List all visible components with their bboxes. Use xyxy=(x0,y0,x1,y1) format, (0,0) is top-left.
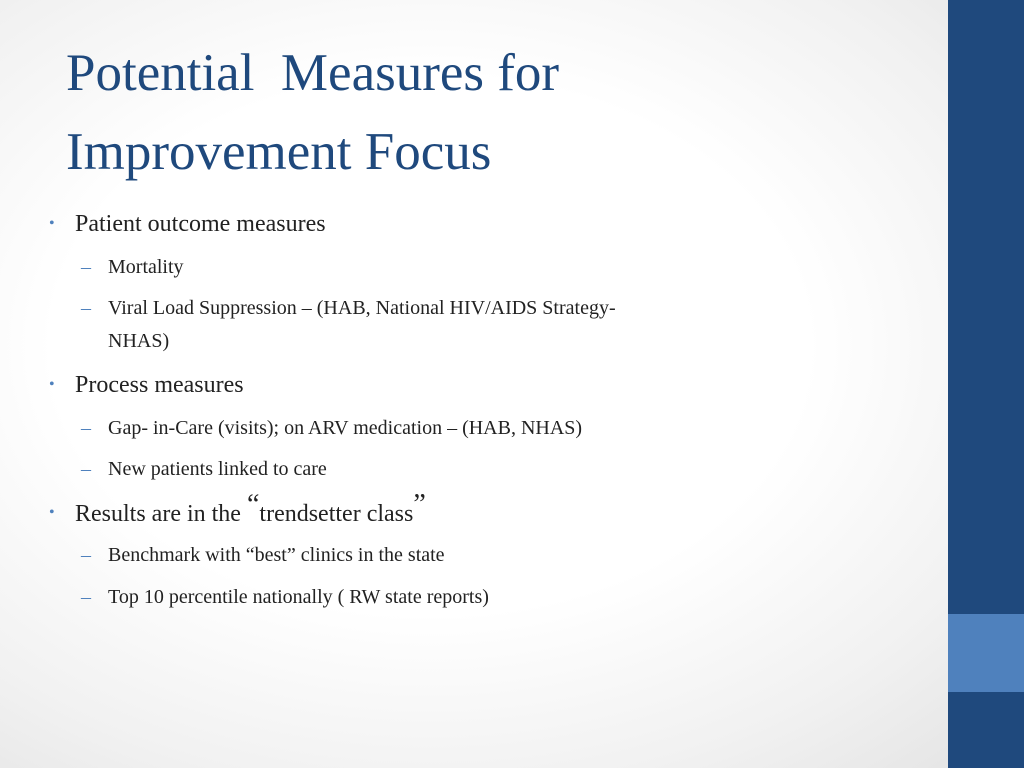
dash-icon: – xyxy=(81,256,91,278)
quoted-text: trendsetter class xyxy=(259,501,414,527)
sub-item-gap-in-care xyxy=(81,411,583,445)
sub-item-benchmark xyxy=(81,538,445,572)
dash-icon: – xyxy=(81,458,91,480)
sub-item-new-patients xyxy=(81,452,327,486)
dash-icon: – xyxy=(81,417,91,439)
sub-item-top-10-percentile xyxy=(81,580,489,614)
sub-item-text: New patients linked to care xyxy=(108,458,327,480)
bullet-dot-icon: • xyxy=(49,376,55,393)
bullet-dot-icon: • xyxy=(49,504,55,521)
bullet-text: Patient outcome measures xyxy=(75,211,326,237)
sub-item-text: Benchmark with “best” clinics in the state xyxy=(108,544,445,566)
sub-item-text: Viral Load Suppression – (HAB, National HIV/AIDS Strategy- xyxy=(108,297,616,319)
dash-icon: – xyxy=(81,297,91,319)
bullet-results-trendsetter xyxy=(49,489,426,529)
sub-item-text: Mortality xyxy=(108,256,184,278)
sub-item-mortality xyxy=(81,250,184,284)
sub-item-viral-load-continued xyxy=(108,324,169,358)
sub-item-text: Gap- in-Care (visits); on ARV medication – (HAB, NHAS) xyxy=(108,417,583,439)
open-quote-mark: “ xyxy=(246,489,260,520)
bullet-patient-outcome-measures xyxy=(49,209,326,239)
close-quote-mark: ” xyxy=(413,489,426,520)
sub-item-viral-load xyxy=(81,291,616,325)
dash-icon: – xyxy=(81,586,91,608)
sub-item-text: Top 10 percentile nationally ( RW state reports) xyxy=(108,586,489,608)
bullet-text-prefix: Results are in the xyxy=(75,501,247,527)
side-accent-block xyxy=(948,614,1024,692)
slide-title-line-2: Improvement Focus xyxy=(66,123,492,181)
bullet-process-measures xyxy=(49,370,244,400)
slide-title-line-1: Potential Measures for xyxy=(66,44,560,102)
bullet-text: Process measures xyxy=(75,372,244,398)
bullet-dot-icon: • xyxy=(49,215,55,232)
dash-icon: – xyxy=(81,544,91,566)
sub-item-text: NHAS) xyxy=(108,330,170,352)
